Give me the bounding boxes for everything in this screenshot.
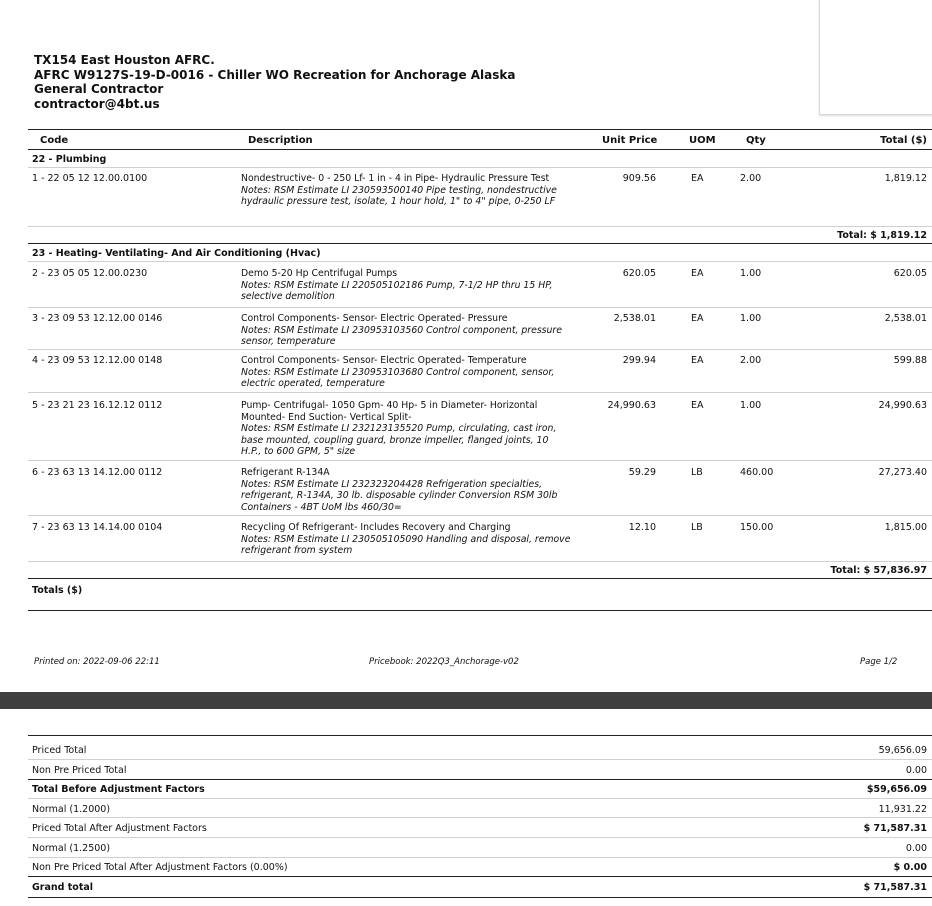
col-header-total: Total ($) — [880, 135, 927, 146]
table-top-rule — [28, 129, 932, 130]
row-divider — [28, 226, 932, 227]
section-title: 22 - Plumbing — [32, 154, 107, 165]
table-header-rule — [28, 149, 932, 150]
row-description — [241, 313, 571, 348]
totals-rule — [28, 610, 932, 611]
row-description — [241, 173, 571, 208]
header-email: contractor@4bt.us — [34, 96, 160, 111]
row-unit-price: 299.94 — [622, 355, 656, 366]
row-qty: 2.00 — [740, 173, 762, 184]
row-divider — [28, 857, 932, 858]
row-unit-price: 620.05 — [622, 268, 656, 279]
row-description — [241, 522, 571, 557]
row-divider — [28, 759, 932, 760]
col-header-unit-price: Unit Price — [602, 135, 658, 146]
row-desc-text: Control Components- Sensor- Electric Operated- Pressure — [241, 313, 508, 324]
row-qty: 1.00 — [740, 313, 762, 324]
header-contract: AFRC W9127S-19-D-0016 - Chiller WO Recreation for Anchorage Alaska — [34, 67, 516, 82]
row-unit-price: 12.10 — [628, 522, 656, 533]
row-divider — [28, 167, 932, 168]
row-uom: EA — [691, 268, 704, 279]
header-role: General Contractor — [34, 82, 164, 96]
row-qty: 2.00 — [740, 355, 762, 366]
row-description — [241, 400, 571, 458]
page-break-bar — [0, 692, 932, 709]
page-corner-box — [819, 0, 932, 115]
summary-value: 0.00 — [905, 765, 927, 776]
summary-value: 59,656.09 — [878, 745, 927, 756]
row-notes: Notes: RSM Estimate LI 232123135520 Pump, circulating, cast iron, base mounted, coupling guard, bronze impeller, flanged joints, 10 H.P., to 600 GPM, 5" size — [241, 423, 557, 457]
row-desc-text: Refrigerant R-134A — [241, 467, 330, 478]
row-total: 2,538.01 — [884, 313, 927, 324]
row-notes: Notes: RSM Estimate LI 230505105090 Handling and disposal, remove refrigerant from system — [241, 533, 571, 556]
footer-page-number: Page 1/2 — [860, 657, 898, 667]
section-rule — [28, 243, 932, 244]
summary-label: Normal (1.2000) — [32, 804, 111, 815]
summary-label: Non Pre Priced Total — [32, 765, 127, 776]
row-code: 4 - 23 09 53 12.12.00 0148 — [32, 355, 163, 366]
row-desc-text: Recycling Of Refrigerant- Includes Recovery and Charging — [241, 522, 511, 533]
section-subtotal: Total: $ 57,836.97 — [830, 565, 927, 576]
report-header — [34, 53, 515, 111]
header-location: TX154 East Houston AFRC. — [34, 53, 215, 67]
footer-pricebook: Pricebook: 2022Q3_Anchorage-v02 — [369, 657, 519, 667]
col-header-description: Description — [248, 135, 313, 146]
row-total: 599.88 — [893, 355, 927, 366]
row-qty: 150.00 — [740, 522, 774, 533]
row-total: 24,990.63 — [878, 400, 927, 411]
row-unit-price: 2,538.01 — [613, 313, 656, 324]
row-uom: EA — [691, 355, 704, 366]
row-desc-text: Nondestructive- 0 - 250 Lf- 1 in - 4 in Pipe- Hydraulic Pressure Test — [241, 173, 550, 184]
row-divider — [28, 798, 932, 799]
row-total: 1,815.00 — [884, 522, 927, 533]
section-title: 23 - Heating- Ventilating- And Air Conditioning (Hvac) — [32, 248, 321, 259]
row-description — [241, 355, 571, 390]
row-notes: Notes: RSM Estimate LI 232323204428 Refrigeration specialties, refrigerant, R-134A, 30 lb. disposable cylinder Conversion RSM 30lb Containers - 4BT UoM lbs 460/30= — [241, 478, 558, 513]
summary-value: $ 71,587.31 — [863, 882, 927, 893]
row-code: 5 - 23 21 23 16.12.12 0112 — [32, 400, 163, 411]
report-page-2 — [0, 709, 932, 906]
summary-label: Priced Total — [32, 745, 87, 756]
row-notes: Notes: RSM Estimate LI 220505102186 Pump, 7-1/2 HP thru 15 HP, selective demolition — [241, 279, 553, 302]
row-uom: EA — [691, 173, 704, 184]
row-code: 1 - 22 05 12 12.00.0100 — [32, 173, 148, 184]
row-code: 7 - 23 63 13 14.14.00 0104 — [32, 522, 163, 533]
summary-value: $ 71,587.31 — [863, 823, 927, 834]
row-notes: Notes: RSM Estimate LI 230593500140 Pipe testing, nondestructive hydraulic pressure test, isolate, 1 hour hold, 1" to 4" pipe, 0-250 LF — [241, 184, 557, 207]
row-notes: Notes: RSM Estimate LI 230953103560 Control component, pressure sensor, temperature — [241, 324, 562, 347]
col-header-code: Code — [40, 135, 69, 146]
summary-rule — [28, 779, 932, 780]
summary-label: Priced Total After Adjustment Factors — [32, 823, 207, 834]
totals-label: Totals ($) — [32, 585, 83, 596]
row-qty: 460.00 — [740, 467, 774, 478]
summary-value: 11,931.22 — [878, 804, 927, 815]
summary-bottom-rule — [28, 897, 932, 898]
row-divider — [28, 515, 932, 516]
row-qty: 1.00 — [740, 400, 762, 411]
row-code: 6 - 23 63 13 14.12.00 0112 — [32, 467, 163, 478]
row-notes: Notes: RSM Estimate LI 230953103680 Control component, sensor, electric operated, temperature — [241, 366, 555, 389]
section-rule — [28, 578, 932, 579]
row-divider — [28, 261, 932, 262]
row-uom: LB — [691, 522, 703, 533]
col-header-uom: UOM — [689, 135, 716, 146]
row-description — [241, 467, 571, 513]
summary-label: Non Pre Priced Total After Adjustment Factors (0.00%) — [32, 862, 288, 873]
row-qty: 1.00 — [740, 268, 762, 279]
summary-label: Total Before Adjustment Factors — [32, 784, 205, 795]
row-unit-price: 909.56 — [622, 173, 656, 184]
row-total: 1,819.12 — [884, 173, 927, 184]
row-divider — [28, 837, 932, 838]
row-divider — [28, 307, 932, 308]
summary-top-rule — [28, 735, 932, 736]
summary-value: 0.00 — [905, 843, 927, 854]
col-header-qty: Qty — [746, 135, 766, 146]
row-unit-price: 24,990.63 — [607, 400, 656, 411]
row-divider — [28, 817, 932, 818]
footer-printed-on: Printed on: 2022-09-06 22:11 — [34, 657, 160, 667]
row-total: 620.05 — [893, 268, 927, 279]
row-code: 2 - 23 05 05 12.00.0230 — [32, 268, 148, 279]
summary-label: Grand total — [32, 882, 94, 893]
row-divider — [28, 460, 932, 461]
row-divider — [28, 392, 932, 393]
section-subtotal: Total: $ 1,819.12 — [837, 230, 927, 241]
summary-rule — [28, 876, 932, 877]
row-desc-text: Pump- Centrifugal- 1050 Gpm- 40 Hp- 5 in Diameter- Horizontal Mounted- End Suction- Vertical Split- — [241, 400, 538, 423]
row-uom: LB — [691, 467, 703, 478]
summary-value: $ 0.00 — [893, 862, 927, 873]
row-divider — [28, 349, 932, 350]
row-total: 27,273.40 — [878, 467, 927, 478]
row-desc-text: Demo 5-20 Hp Centrifugal Pumps — [241, 268, 398, 279]
summary-value: $59,656.09 — [866, 784, 927, 795]
row-divider — [28, 561, 932, 562]
row-code: 3 - 23 09 53 12.12.00 0146 — [32, 313, 163, 324]
row-uom: EA — [691, 313, 704, 324]
row-description — [241, 268, 571, 303]
summary-label: Normal (1.2500) — [32, 843, 111, 854]
row-desc-text: Control Components- Sensor- Electric Operated- Temperature — [241, 355, 527, 366]
row-uom: EA — [691, 400, 704, 411]
row-unit-price: 59.29 — [628, 467, 656, 478]
